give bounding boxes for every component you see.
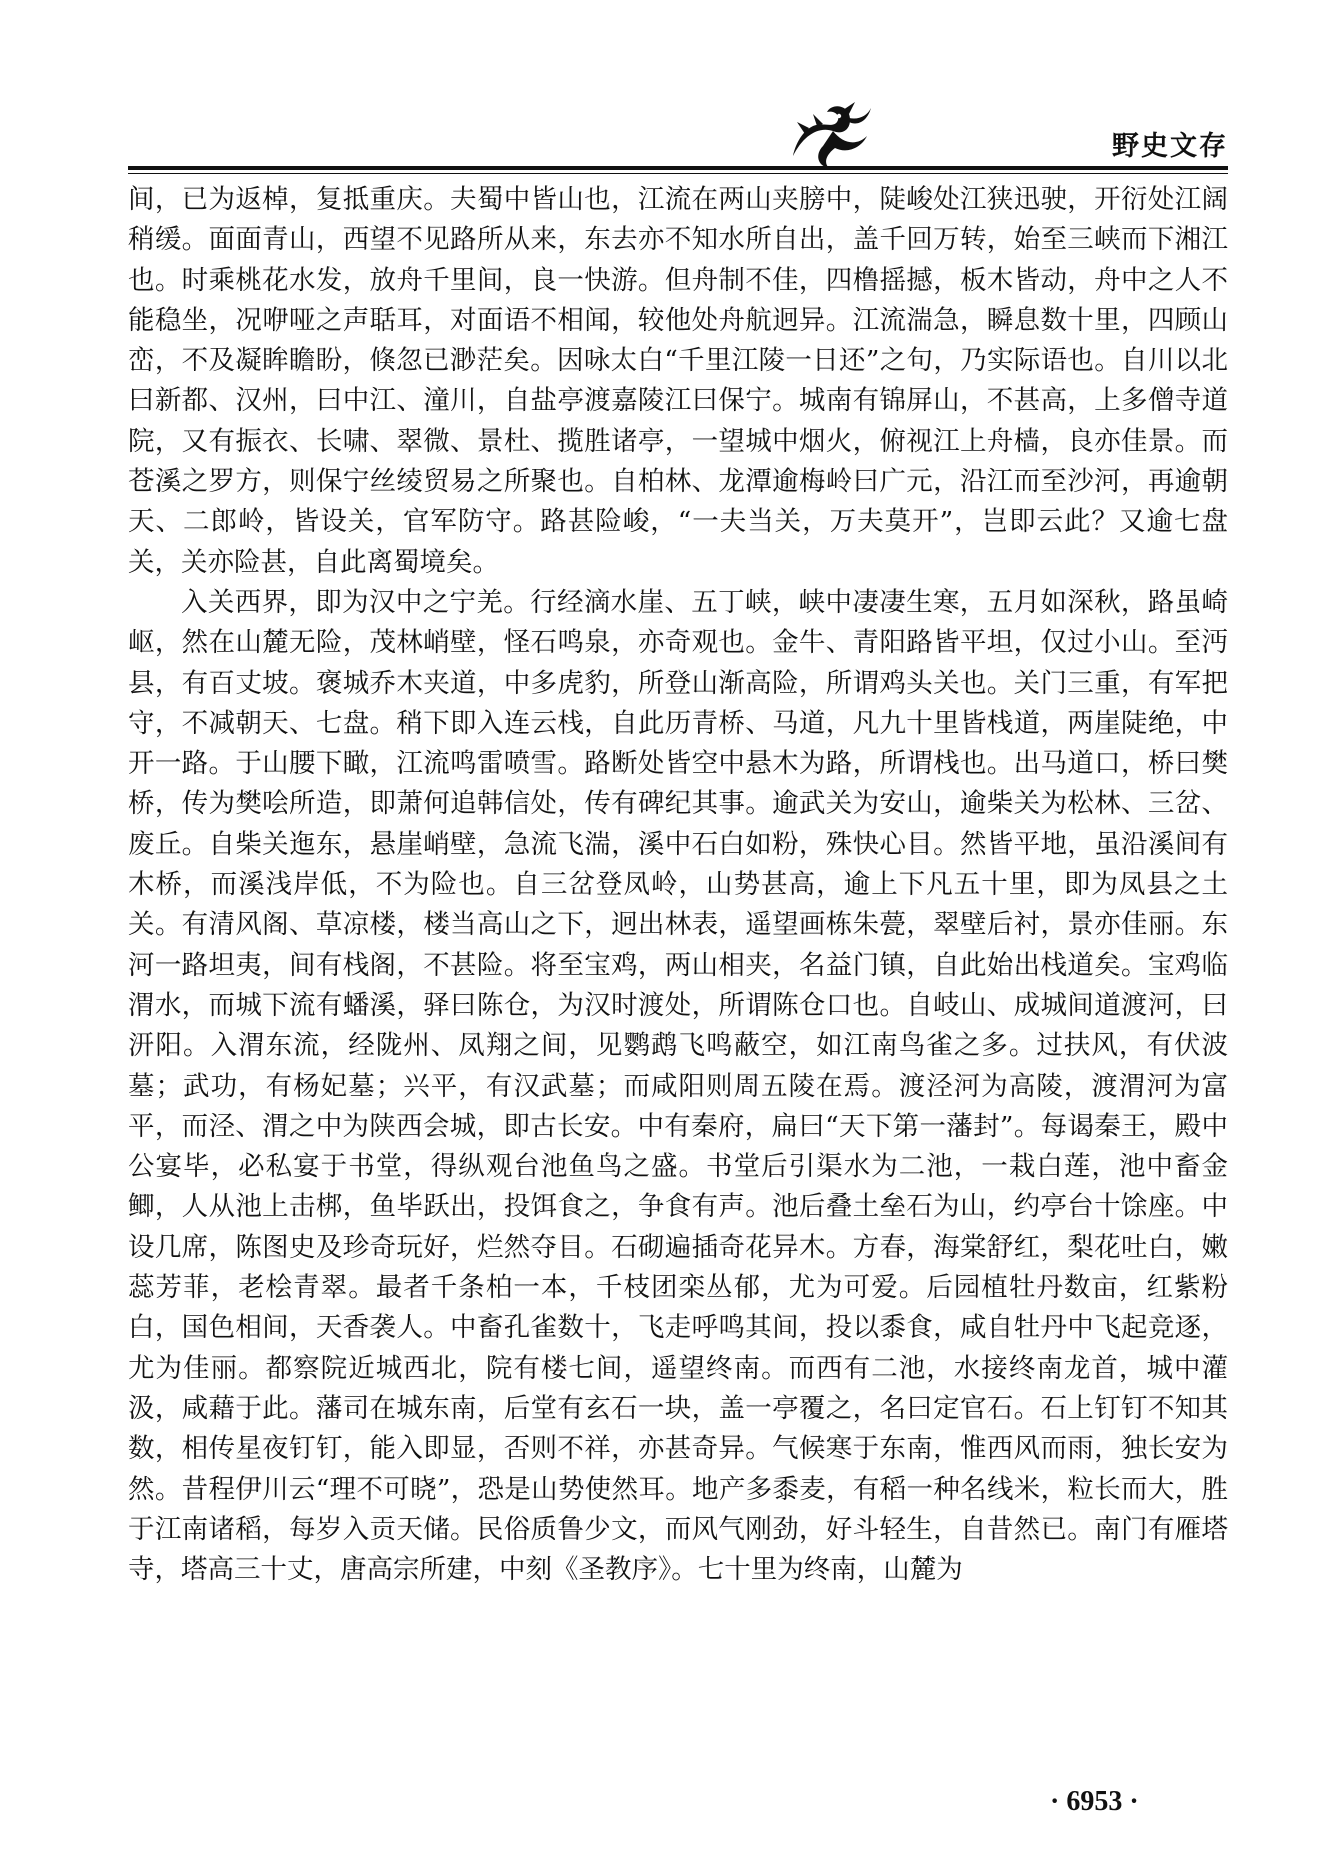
running-header	[128, 96, 1228, 176]
paragraph-1: 间，已为返棹，复抵重庆。夫蜀中皆山也，江流在两山夹膀中，陡峻处江狭迅驶，开衍处江阔稍缓。面面青山，西望不见路所从来，东去亦不知水所自出，盖千回万转，始至三峡而下湘江也。时乘桃花水发，放舟千里间，良一快游。但舟制不佳，四橹摇撼，板木皆动，舟中之人不能稳坐，况咿哑之声聒耳，对面语不相闻，较他处舟航迥异。江流湍急，瞬息数十里，四顾山峦，不及凝眸瞻盼，倏忽已渺茫矣。因咏太白“千里江陵一日还”之句，乃实际语也。自川以北曰新都、汉州，曰中江、潼川，自盐亭渡嘉陵江曰保宁。城南有锦屏山，不甚高，上多僧寺道院，又有振衣、长啸、翠微、景杜、揽胜诸亭，一望城中烟火，俯视江上舟樯，良亦佳景。而苍溪之罗方，则保宁丝绫贸易之所聚也。自柏林、龙潭逾梅岭曰广元，沿江而至沙河，再逾朝天、二郎岭，皆设关，官军防守。路甚险峻，“一夫当关，万夫莫开”，岂即云此？又逾七盘关，关亦险甚，自此离蜀境矣。	[128, 184, 1228, 578]
page-number: · 6953 ·	[1050, 1786, 1139, 1817]
header-title: 野史文存	[1112, 131, 1228, 162]
paragraph-2: 入关西界，即为汉中之宁羌。行经滴水崖、五丁峡，峡中凄凄生寒，五月如深秋，路虽崎岖，然在山麓无险，茂林峭壁，怪石鸣泉，亦奇观也。金牛、青阳路皆平坦，仅过小山。至沔县，有百丈坡。褒城乔木夹道，中多虎豹，所登山渐高险，所谓鸡头关也。关门三重，有军把守，不减朝天、七盘。稍下即入连云栈，自此历青桥、马道，凡九十里皆栈道，两崖陡绝，中开一路。于山腰下瞰，江流鸣雷喷雪。路断处皆空中悬木为路，所谓栈也。出马道口，桥曰樊桥，传为樊哙所造，即萧何追韩信处，传有碑纪其事。逾武关为安山，逾柴关为松林、三岔、废丘。自柴关迤东，悬崖峭壁，急流飞湍，溪中石白如粉，殊快心目。然皆平地，虽沿溪间有木桥，而溪浅岸低，不为险也。自三岔登凤岭，山势甚高，逾上下凡五十里，即为凤县之土关。有清风阁、草凉楼，楼当高山之下，迥出林表，遥望画栋朱甍，翠壁后衬，景亦佳丽。东河一路坦夷，间有栈阁，不甚险。将至宝鸡，两山相夹，名益门镇，自此始出栈道矣。宝鸡临渭水，而城下流有蟠溪，驿曰陈仓，为汉时渡处，所谓陈仓口也。自岐山、成城间道渡河，曰汧阳。入渭东流，经陇州、凤翔之间，见鹦鹉飞鸣蔽空，如江南鸟雀之多。过扶风，有伏波墓；武功，有杨妃墓；兴平，有汉武墓；而咸阳则周五陵在焉。渡泾河为高陵，渡渭河为富平，而泾、渭之中为陕西会城，即古长安。中有秦府，扁曰“天下第一藩封”。每谒秦王，殿中公宴毕，必私宴于书堂，得纵观台池鱼鸟之盛。书堂后引渠水为二池，一栽白莲，池中畜金鲫，人从池上击梆，鱼毕跃出，投饵食之，争食有声。池后叠土垒石为山，约亭台十馀座。中设几席，陈图史及珍奇玩好，烂然夺目。石砌遍插奇花异木。方春，海棠舒红，梨花吐白，嫩蕊芳菲，老桧青翠。最者千条柏一本，千枝团栾丛郁，尤为可爱。后园植牡丹数亩，红紫粉白，国色相间，天香袭人。中畜孔雀数十，飞走呼鸣其间，投以黍食，咸自牡丹中飞起竞逐，尤为佳丽。都察院近城西北，院有楼七间，遥望终南。而西有二池，水接终南龙首，城中灌汲，咸藉于此。藩司在城东南，后堂有玄石一块，盖一亭覆之，名曰定官石。石上钉钉不知其数，相传星夜钉钉，能入即显，否则不祥，亦甚奇异。气候寒于东南，惟西风而雨，独长安为然。昔程伊川云“理不可晓”，恐是山势使然耳。地产多黍麦，有稻一种名线米，粒长而大，胜于江南诸稻，每岁入贡天储。民俗质鲁少文，而风气刚劲，好斗轻生，自昔然已。南门有雁塔寺，塔高三十丈，唐高宗所建，中刻《圣教序》。七十里为终南，山麓为	[128, 586, 1228, 1586]
body-text	[128, 180, 1228, 1590]
header-rule-thick	[128, 166, 1228, 170]
header-rule-thin	[128, 173, 1228, 174]
dragon-emblem-icon	[783, 96, 873, 172]
